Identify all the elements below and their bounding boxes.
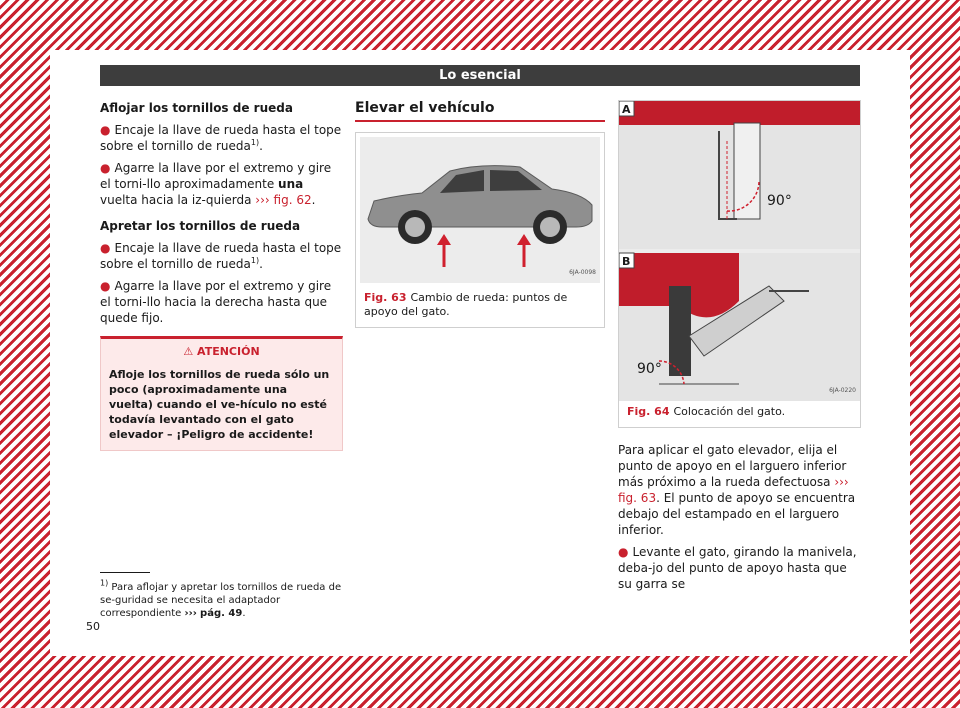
- heading-loosen: Aflojar los tornillos de rueda: [100, 101, 293, 115]
- header-title: Lo esencial: [439, 68, 521, 83]
- link-page-49[interactable]: pág. 49: [200, 608, 243, 619]
- figure-63-caption: Fig. 63 Cambio de rueda: puntos de apoyo del gato.: [364, 291, 568, 318]
- car-side-illustration: [360, 137, 600, 283]
- left-column: [100, 100, 343, 451]
- footnote-divider: [100, 572, 150, 573]
- bullet-5: ● Levante el gato, girando la manivela, deba-jo del punto de apoyo hasta que su garra se: [618, 545, 857, 591]
- bullet-1: ● Encaje la llave de rueda hasta el tope sobre el tornillo de rueda$^{1)}$.: [100, 123, 342, 153]
- page-number: 50: [86, 620, 100, 633]
- figure-63: [355, 132, 605, 328]
- jack-placement-image: [619, 101, 860, 401]
- section-title: Elevar el vehículo: [355, 100, 605, 122]
- page: [50, 50, 910, 656]
- page-header: [100, 65, 860, 86]
- warning-box: [100, 336, 343, 451]
- link-fig-62[interactable]: fig. 62: [273, 193, 312, 207]
- bullet-dot-icon: ●: [100, 279, 111, 293]
- footnote: $^{1)}$ Para aflojar y apretar los tornillos de rueda de se-guridad se necesita el adaptador correspondiente ››› pág. 49.: [100, 572, 343, 620]
- bullet-2: ● Agarre la llave por el extremo y gire el torni-llo aproximadamente una vuelta hacia la iz-quierda ››› fig. 62.: [100, 161, 332, 207]
- link-fig-63[interactable]: fig. 63: [618, 491, 657, 505]
- bullet-4: ● Agarre la llave por el extremo y gire el torni-llo hacia la derecha hasta que quede fijo.: [100, 279, 332, 325]
- warning-triangle-icon: ⚠: [183, 345, 194, 358]
- angle-a: 90°: [767, 193, 792, 209]
- ref-arrow-icon: ›››: [834, 475, 849, 489]
- right-column: [618, 100, 861, 598]
- jack-instructions-paragraph: Para aplicar el gato elevador, elija el punto de apoyo en el larguero inferior más próximo a la rueda defectuosa ››› fig. 63. El punto de apoyo se encuentra debajo del estampado en el larguero inferior.: [618, 443, 856, 537]
- bullet-dot-icon: ●: [100, 123, 111, 137]
- label-a: A: [622, 103, 631, 116]
- label-b: B: [622, 255, 631, 268]
- figure-code: 6JA-0098: [569, 269, 596, 276]
- jack-diagram-illustration: [619, 101, 860, 401]
- ref-arrow-icon: ›››: [184, 608, 197, 619]
- bullet-dot-icon: ●: [100, 241, 111, 255]
- warning-title: ⚠ ATENCIÓN: [183, 345, 260, 358]
- bullet-3: ● Encaje la llave de rueda hasta el tope sobre el tornillo de rueda$^{1)}$.: [100, 241, 342, 271]
- bullet-dot-icon: ●: [618, 545, 629, 559]
- car-jack-points-image: [360, 137, 600, 283]
- figure-code: 6JA-0220: [829, 387, 856, 394]
- figure-64-caption: Fig. 64 Colocación del gato.: [627, 405, 786, 418]
- warning-text: Afloje los tornillos de rueda sólo un poco (aproximadamente una vuelta) cuando el ve-hículo no esté todavía levantado con el gato elevador – ¡Peligro de accidente!: [109, 368, 330, 441]
- ref-arrow-icon: ›››: [255, 193, 270, 207]
- angle-b: 90°: [637, 361, 662, 377]
- middle-column: [355, 100, 605, 328]
- heading-tighten: Apretar los tornillos de rueda: [100, 219, 301, 233]
- bullet-dot-icon: ●: [100, 161, 111, 175]
- figure-64: [618, 100, 861, 428]
